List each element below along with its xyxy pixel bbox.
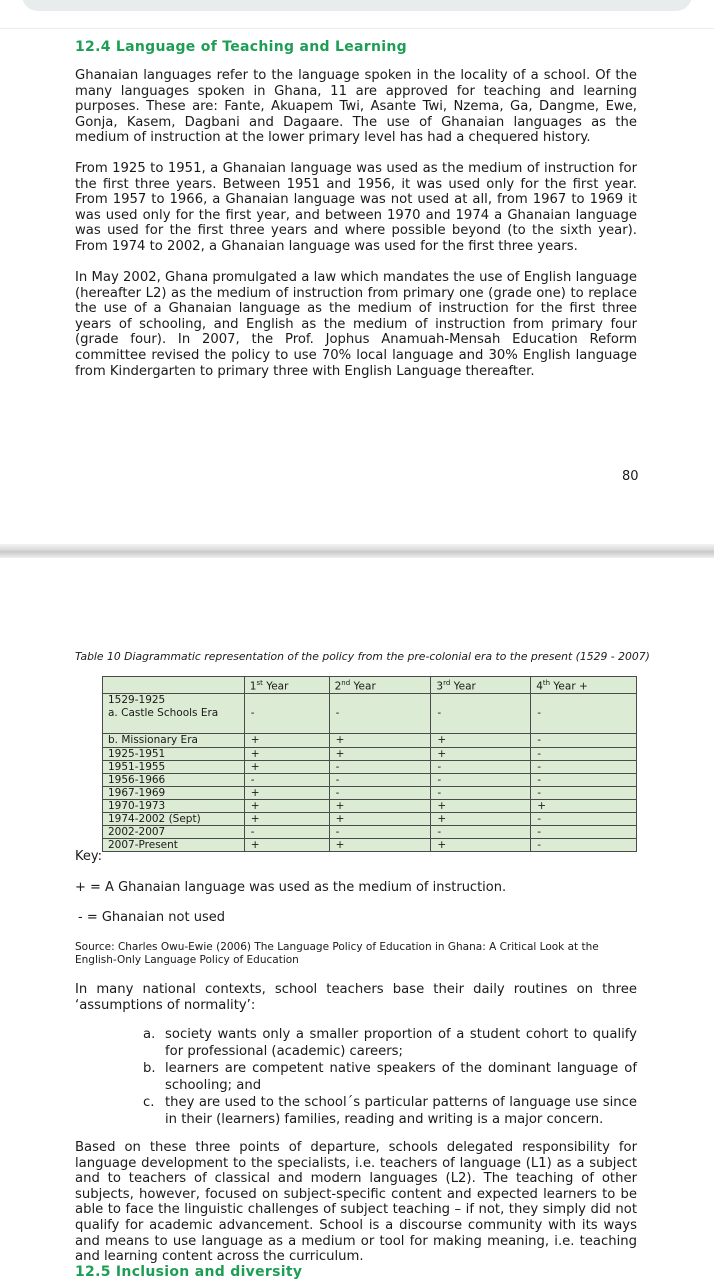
cell-mark: + (244, 786, 329, 799)
policy-table (102, 676, 637, 852)
list-letter: c. (143, 1095, 155, 1110)
row-label: 2007-Present (103, 838, 245, 851)
cell-mark: - (531, 786, 637, 799)
list-item (140, 1027, 637, 1060)
header-blank (103, 677, 245, 694)
row-label: 1951-1955 (103, 760, 245, 773)
cell-mark: + (244, 760, 329, 773)
table-row (103, 773, 637, 786)
page-top-edge (0, 28, 714, 29)
conclusion-block (75, 1140, 637, 1265)
key-title: Key: (75, 849, 103, 864)
cell-mark: - (431, 693, 531, 733)
cell-mark: - (329, 786, 431, 799)
cell-mark: + (431, 733, 531, 747)
cell-mark: - (531, 733, 637, 747)
cell-mark: - (244, 693, 329, 733)
table-row (103, 747, 637, 760)
table-row (103, 838, 637, 851)
viewer-top-bar (22, 0, 692, 11)
row-label: b. Missionary Era (103, 733, 245, 747)
table-row (103, 799, 637, 812)
cell-mark: - (431, 825, 531, 838)
paragraph-block-1 (75, 68, 637, 146)
source-citation: Source: Charles Owu-Ewie (2006) The Language Policy of Education in Ghana: A Critical Look at the English-Only Language Policy of Education (75, 941, 599, 966)
key-plus: + = A Ghanaian language was used as the medium of instruction. (75, 880, 507, 895)
cell-mark: + (329, 812, 431, 825)
section-heading-12-4: 12.4 Language of Teaching and Learning (75, 39, 407, 55)
cell-mark: - (329, 693, 431, 733)
header-year-4: 4th Year + (531, 677, 637, 694)
list-item (140, 1095, 637, 1128)
cell-mark: + (531, 799, 637, 812)
section-heading-12-5: 12.5 Inclusion and diversity (75, 1264, 303, 1280)
cell-mark: + (244, 838, 329, 851)
header-year-3: 3rd Year (431, 677, 531, 694)
cell-mark: - (329, 825, 431, 838)
cell-mark: - (531, 825, 637, 838)
table-row (103, 825, 637, 838)
list-letter: a. (143, 1027, 156, 1042)
cell-mark: - (431, 773, 531, 786)
assumptions-intro-block (75, 982, 637, 1013)
cell-mark: + (244, 799, 329, 812)
assumptions-intro: In many national contexts, school teachers base their daily routines on three ‘assumptions of normality’: (75, 982, 637, 1013)
list-text: learners are competent native speakers of the dominant language of schooling; and (165, 1061, 637, 1093)
cell-mark: - (531, 760, 637, 773)
cell-mark: - (531, 812, 637, 825)
row-label: 1529-1925 a. Castle Schools Era (103, 693, 245, 733)
key-minus: - = Ghanaian not used (78, 910, 225, 925)
cell-mark: + (431, 799, 531, 812)
list-letter: b. (143, 1061, 156, 1076)
paragraph-block-3 (75, 270, 637, 379)
row-label: 1956-1966 (103, 773, 245, 786)
row-label: 1974-2002 (Sept) (103, 812, 245, 825)
cell-mark: - (244, 773, 329, 786)
cell-mark: - (431, 760, 531, 773)
table-row-castle-schools (103, 693, 637, 733)
table-row (103, 786, 637, 799)
cell-mark: + (329, 838, 431, 851)
cell-mark: + (244, 812, 329, 825)
cell-mark: + (431, 812, 531, 825)
header-year-1: 1st Year (244, 677, 329, 694)
table-row (103, 812, 637, 825)
table-row (103, 760, 637, 773)
assumptions-list (140, 1027, 637, 1129)
cell-mark: + (329, 733, 431, 747)
page-number: 80 (622, 469, 639, 484)
cell-mark: - (531, 773, 637, 786)
cell-mark: + (244, 747, 329, 760)
cell-mark: + (244, 733, 329, 747)
cell-mark: - (244, 825, 329, 838)
page-break-divider (0, 544, 714, 558)
cell-mark: - (329, 760, 431, 773)
paragraph-policy-history: From 1925 to 1951, a Ghanaian language was used as the medium of instruction for the first three years. Between 1951 and 1956, it was used only for the first year. From 1957 to 1966, a Ghanaian language was not used at all, from 1967 to 1969 it was used only for the first year, and between 1970 and 1974 a Ghanaian language was used for the first three years and where possible beyond (to the sixth year). From 1974 to 2002, a Ghanaian language was used for the first three years. (75, 161, 637, 254)
row-label: 1967-1969 (103, 786, 245, 799)
row-label: 1970-1973 (103, 799, 245, 812)
cell-mark: - (531, 747, 637, 760)
list-text: they are used to the school´s particular patterns of language use since in their (learners) families, reading and writing is a major concern. (165, 1095, 637, 1127)
cell-mark: + (329, 799, 431, 812)
header-year-2: 2nd Year (329, 677, 431, 694)
paragraph-2002-law: In May 2002, Ghana promulgated a law which mandates the use of English language (hereafter L2) as the medium of instruction from primary one (grade one) to replace the use of a Ghanaian language as the medium of instruction for the first three years of schooling, and English as the medium of instruction from primary four (grade four). In 2007, the Prof. Jophus Anamuah-Mensah Education Reform committee revised the policy to use 70% local language and 30% English language from Kindergarten to primary three with English Language thereafter. (75, 270, 637, 379)
table-caption: Table 10 Diagrammatic representation of the policy from the pre-colonial era to the present (1529 - 2007) (75, 650, 650, 663)
paragraph-ghanaian-languages: Ghanaian languages refer to the language spoken in the locality of a school. Of the many languages spoken in Ghana, 11 are approved for teaching and learning purposes. These are: Fante, Akuapem Twi, Asante Twi, Nzema, Ga, Dangme, Ewe, Gonja, Kasem, Dagbani and Dagaare. The use of Ghanaian languages as the medium of instruction at the lower primary level has had a chequered history. (75, 68, 637, 146)
paragraph-block-2 (75, 161, 637, 255)
cell-mark: - (531, 838, 637, 851)
cell-mark: - (531, 693, 637, 733)
list-text: society wants only a smaller proportion of a student cohort to qualify for professional (academic) careers; (165, 1027, 637, 1059)
cell-mark: + (431, 838, 531, 851)
paragraph-conclusion: Based on these three points of departure, schools delegated responsibility for language development to the specialists, i.e. teachers of language (L1) as a subject and to teachers of classical and modern languages (L2). The teaching of other subjects, however, focused on subject-specific content and expected learners to be able to face the linguistic challenges of subject teaching – if not, they simply did not qualify for academic advancement. School is a discourse community with its ways and means to use language as a medium or tool for making meaning, i.e. teaching and learning content across the curriculum. (75, 1140, 637, 1265)
row-label: 2002-2007 (103, 825, 245, 838)
cell-mark: + (431, 747, 531, 760)
cell-mark: - (329, 773, 431, 786)
table-row (103, 733, 637, 747)
table-header-row (103, 677, 637, 694)
cell-mark: - (431, 786, 531, 799)
list-item (140, 1061, 637, 1094)
row-label: 1925-1951 (103, 747, 245, 760)
cell-mark: + (329, 747, 431, 760)
